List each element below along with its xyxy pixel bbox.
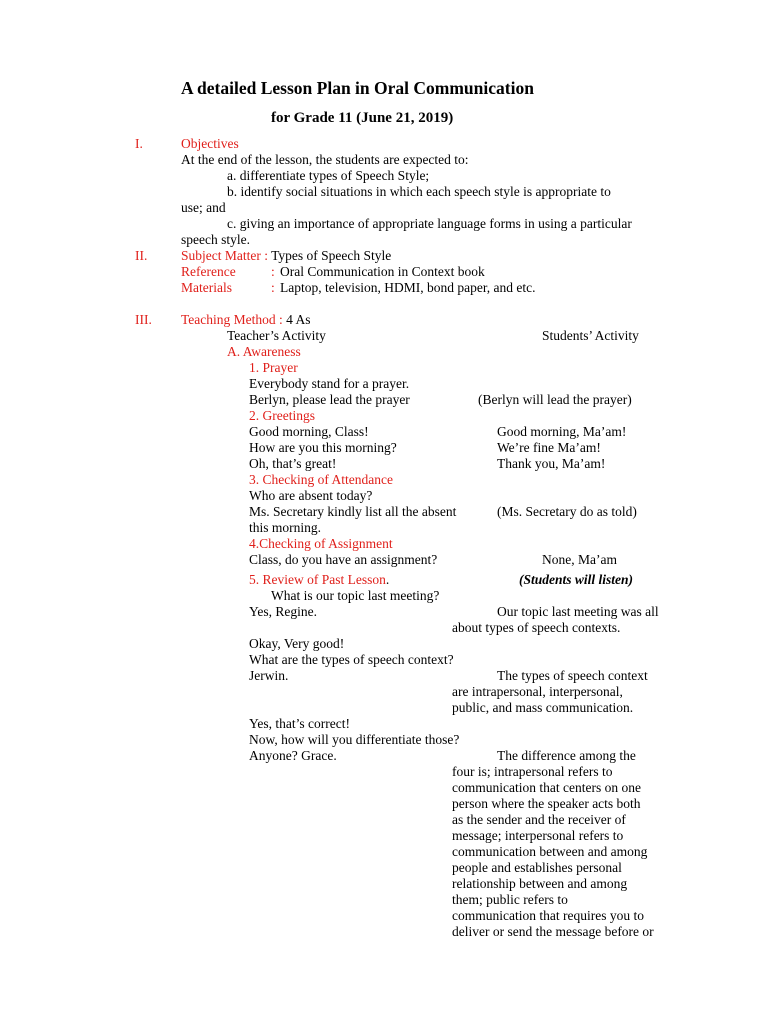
subject-matter-line: [181, 248, 391, 264]
student-line: people and establishes personal: [452, 860, 622, 875]
student-line: The types of speech context: [497, 668, 648, 683]
subject-matter-value: Types of Speech Style: [271, 248, 392, 263]
student-line: (Berlyn will lead the prayer): [478, 392, 632, 407]
student-line: them; public refers to: [452, 892, 568, 907]
student-line: message; interpersonal refers to: [452, 828, 624, 843]
reference-label: Reference: [181, 264, 236, 279]
materials-value: Laptop, television, HDMI, bond paper, and etc.: [280, 280, 536, 295]
prayer-heading: 1. Prayer: [249, 360, 298, 375]
document-title: A detailed Lesson Plan in Oral Communication: [181, 78, 534, 98]
students-activity-header: Students’ Activity: [542, 328, 639, 343]
teacher-line: this morning.: [249, 520, 322, 535]
section-numeral-1: I.: [135, 136, 143, 151]
teacher-line: Okay, Very good!: [249, 636, 345, 651]
student-line: deliver or send the message before or: [452, 924, 654, 939]
student-line: (Ms. Secretary do as told): [497, 504, 637, 519]
review-heading: 5. Review of Past Lesson: [249, 572, 386, 587]
student-line: communication between and among: [452, 844, 648, 859]
teacher-activity-header: Teacher’s Activity: [227, 328, 326, 343]
teacher-line: Yes, Regine.: [249, 604, 318, 619]
teaching-method-line: [181, 312, 311, 328]
teacher-line: Class, do you have an assignment?: [249, 552, 438, 567]
attendance-heading: 3. Checking of Attendance: [249, 472, 393, 487]
student-line: four is; intrapersonal refers to: [452, 764, 613, 779]
reference-value: Oral Communication in Context book: [280, 264, 485, 279]
objectives-heading: Objectives: [181, 136, 239, 151]
objectives-intro: At the end of the lesson, the students are expected to:: [181, 152, 469, 167]
document-subtitle: for Grade 11 (June 21, 2019): [271, 110, 454, 126]
student-line: Our topic last meeting was all: [497, 604, 659, 619]
teacher-line: Jerwin.: [249, 668, 289, 683]
section-numeral-2: II.: [135, 248, 148, 263]
student-line: None, Ma’am: [542, 552, 617, 567]
reference-colon: :: [271, 264, 275, 279]
assignment-heading: 4.Checking of Assignment: [249, 536, 393, 551]
teacher-line: What are the types of speech context?: [249, 652, 454, 667]
student-line: communication that centers on one: [452, 780, 641, 795]
objective-item-c: c. giving an importance of appropriate language forms in using a particular: [227, 216, 632, 231]
student-line: about types of speech contexts.: [452, 620, 621, 635]
materials-colon: :: [271, 280, 275, 295]
student-line: (Students will listen): [519, 572, 634, 587]
subject-matter-heading: Subject Matter :: [181, 248, 268, 263]
student-line: Good morning, Ma’am!: [497, 424, 627, 439]
student-line: relationship between and among: [452, 876, 628, 891]
teacher-line: Anyone? Grace.: [249, 748, 337, 763]
teacher-line: Berlyn, please lead the prayer: [249, 392, 410, 407]
student-line: The difference among the: [497, 748, 636, 763]
student-line: communication that requires you to: [452, 908, 644, 923]
objective-item-b: b. identify social situations in which each speech style is appropriate to: [227, 184, 611, 199]
student-line: as the sender and the receiver of: [452, 812, 626, 827]
teacher-line: Now, how will you differentiate those?: [249, 732, 460, 747]
teaching-method-heading: Teaching Method :: [181, 312, 283, 327]
teacher-line: What is our topic last meeting?: [271, 588, 440, 603]
student-line: Thank you, Ma’am!: [497, 456, 606, 471]
awareness-heading: A. Awareness: [227, 344, 301, 359]
review-heading-line: [249, 572, 389, 588]
teacher-line: How are you this morning?: [249, 440, 397, 455]
objective-item-c-cont: speech style.: [181, 232, 250, 247]
greetings-heading: 2. Greetings: [249, 408, 315, 423]
teacher-line: Yes, that’s correct!: [249, 716, 350, 731]
teacher-line: Who are absent today?: [249, 488, 373, 503]
teacher-line: Ms. Secretary kindly list all the absent: [249, 504, 457, 519]
materials-label: Materials: [181, 280, 232, 295]
teacher-line: Everybody stand for a prayer.: [249, 376, 410, 391]
teaching-method-value: 4 As: [286, 312, 311, 327]
objective-item-b-cont: use; and: [181, 200, 226, 215]
teacher-line: Oh, that’s great!: [249, 456, 337, 471]
teacher-line: Good morning, Class!: [249, 424, 369, 439]
section-numeral-3: III.: [135, 312, 152, 327]
student-line: person where the speaker acts both: [452, 796, 641, 811]
student-line: public, and mass communication.: [452, 700, 634, 715]
review-heading-period: .: [385, 572, 390, 587]
student-line: We’re fine Ma’am!: [497, 440, 601, 455]
objective-item-a: a. differentiate types of Speech Style;: [227, 168, 430, 183]
student-line: are intrapersonal, interpersonal,: [452, 684, 623, 699]
